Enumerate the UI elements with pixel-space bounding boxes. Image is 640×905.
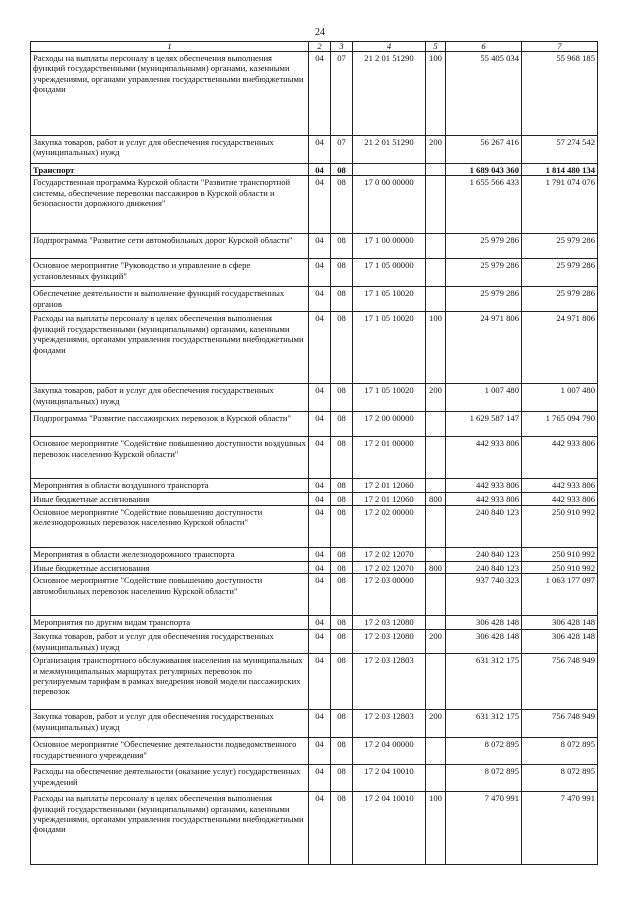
target-article-cell: 17 2 01 00000 (353, 437, 426, 479)
subsection-code-cell: 08 (331, 164, 353, 176)
row-name-cell: Закупка товаров, работ и услуг для обеспечения государственных (муниципальных) нужд (31, 710, 309, 738)
table-row (31, 710, 598, 738)
subsection-code-cell: 08 (331, 176, 353, 234)
subsection-code-cell: 08 (331, 765, 353, 792)
subsection-code-cell: 08 (331, 412, 353, 437)
expense-type-cell: 200 (426, 384, 446, 412)
section-code-cell: 04 (309, 479, 331, 493)
expense-type-cell: 200 (426, 710, 446, 738)
section-code-cell: 04 (309, 136, 331, 164)
target-article-cell: 17 2 03 12080 (353, 616, 426, 630)
amount-year2-cell: 24 971 806 (522, 312, 598, 384)
target-article-cell: 17 2 01 12060 (353, 479, 426, 493)
amount-year1-cell: 56 267 416 (446, 136, 522, 164)
amount-year2-cell: 1 007 480 (522, 384, 598, 412)
amount-year1-cell: 8 072 895 (446, 765, 522, 792)
amount-year1-cell: 306 428 148 (446, 630, 522, 654)
amount-year1-cell: 240 840 123 (446, 561, 522, 573)
row-name-cell: Расходы на обеспечение деятельности (оказание услуг) государственных учреждений (31, 765, 309, 792)
expense-type-cell (426, 616, 446, 630)
subsection-code-cell: 08 (331, 738, 353, 765)
amount-year1-cell: 442 933 806 (446, 493, 522, 505)
target-article-cell: 17 2 02 12070 (353, 547, 426, 561)
expense-type-cell (426, 479, 446, 493)
amount-year2-cell: 1 814 480 134 (522, 164, 598, 176)
amount-year2-cell: 1 765 094 790 (522, 412, 598, 437)
expense-type-cell (426, 505, 446, 547)
row-name-cell: Мероприятия в области воздушного транспорта (31, 479, 309, 493)
target-article-cell: 17 1 00 00000 (353, 234, 426, 259)
row-name-cell: Иные бюджетные ассигнования (31, 561, 309, 573)
expense-type-cell: 200 (426, 630, 446, 654)
subsection-code-cell: 08 (331, 312, 353, 384)
amount-year2-cell: 250 910 992 (522, 505, 598, 547)
row-name-cell: Расходы на выплаты персоналу в целях обеспечения выполнения функций государственными (муниципальными) органами, казенными учреждениями, органами управления государственными внебюджетными фондами (31, 312, 309, 384)
expense-type-cell (426, 574, 446, 616)
expense-type-cell (426, 547, 446, 561)
table-row (31, 312, 598, 384)
table-header-row (31, 42, 598, 52)
amount-year2-cell: 442 933 806 (522, 493, 598, 505)
expense-type-cell: 200 (426, 136, 446, 164)
amount-year1-cell: 306 428 148 (446, 616, 522, 630)
table-row (31, 164, 598, 176)
section-code-cell: 04 (309, 574, 331, 616)
target-article-cell: 21 2 01 51290 (353, 136, 426, 164)
section-code-cell: 04 (309, 234, 331, 259)
section-code-cell: 04 (309, 710, 331, 738)
row-name-cell: Основное мероприятие "Содействие повышению доступности воздушных перевозок населению Курской области" (31, 437, 309, 479)
row-name-cell: Расходы на выплаты персоналу в целях обеспечения выполнения функций государственными (муниципальными) органами, казенными учреждениями, органами управления государственными внебюджетными фондами (31, 792, 309, 865)
amount-year1-cell: 55 405 034 (446, 52, 522, 136)
target-article-cell: 17 0 00 00000 (353, 176, 426, 234)
subsection-code-cell: 08 (331, 792, 353, 865)
expense-type-cell (426, 738, 446, 765)
amount-year2-cell: 250 910 992 (522, 547, 598, 561)
column-header: 5 (426, 42, 446, 52)
amount-year2-cell: 1 063 177 097 (522, 574, 598, 616)
table-row (31, 479, 598, 493)
section-code-cell: 04 (309, 312, 331, 384)
amount-year2-cell: 250 910 992 (522, 561, 598, 573)
column-header: 7 (522, 42, 598, 52)
table-row (31, 654, 598, 710)
row-name-cell: Мероприятия по другим видам транспорта (31, 616, 309, 630)
expense-type-cell (426, 437, 446, 479)
table-row (31, 765, 598, 792)
table-row (31, 561, 598, 573)
table-row (31, 574, 598, 616)
column-header: 2 (309, 42, 331, 52)
amount-year1-cell: 240 840 123 (446, 505, 522, 547)
section-code-cell: 04 (309, 505, 331, 547)
amount-year2-cell: 1 791 074 076 (522, 176, 598, 234)
section-code-cell: 04 (309, 547, 331, 561)
subsection-code-cell: 08 (331, 616, 353, 630)
amount-year1-cell: 1 629 587 147 (446, 412, 522, 437)
amount-year1-cell: 25 979 286 (446, 287, 522, 312)
budget-table (30, 41, 598, 865)
amount-year1-cell: 25 979 286 (446, 259, 522, 287)
subsection-code-cell: 08 (331, 505, 353, 547)
amount-year1-cell: 1 655 566 433 (446, 176, 522, 234)
subsection-code-cell: 08 (331, 710, 353, 738)
section-code-cell: 04 (309, 561, 331, 573)
row-name-cell: Основное мероприятие "Содействие повышению доступности железнодорожных перевозок населению Курской области" (31, 505, 309, 547)
target-article-cell: 17 2 02 12070 (353, 561, 426, 573)
amount-year1-cell: 442 933 806 (446, 479, 522, 493)
amount-year1-cell: 1 007 480 (446, 384, 522, 412)
row-name-cell: Основное мероприятие "Обеспечение деятельности подведомственного государственного учреждения" (31, 738, 309, 765)
subsection-code-cell: 08 (331, 234, 353, 259)
subsection-code-cell: 07 (331, 52, 353, 136)
amount-year1-cell: 7 470 991 (446, 792, 522, 865)
table-row (31, 52, 598, 136)
table-row (31, 287, 598, 312)
amount-year2-cell: 7 470 991 (522, 792, 598, 865)
target-article-cell: 17 2 04 00000 (353, 738, 426, 765)
row-name-cell: Транспорт (31, 164, 309, 176)
row-name-cell: Закупка товаров, работ и услуг для обеспечения государственных (муниципальных) нужд (31, 630, 309, 654)
expense-type-cell (426, 259, 446, 287)
table-row (31, 493, 598, 505)
target-article-cell: 17 1 05 10020 (353, 384, 426, 412)
section-code-cell: 04 (309, 164, 331, 176)
subsection-code-cell: 08 (331, 561, 353, 573)
expense-type-cell: 800 (426, 561, 446, 573)
row-name-cell: Организация транспортного обслуживания населения на муниципальных и межмуниципальных маршрутах регулярных перевозок по регулируемым тарифам в рамках внедрения новой модели пассажирских перевозок (31, 654, 309, 710)
column-header: 1 (31, 42, 309, 52)
subsection-code-cell: 08 (331, 384, 353, 412)
target-article-cell: 17 1 05 10020 (353, 287, 426, 312)
table-row (31, 176, 598, 234)
section-code-cell: 04 (309, 654, 331, 710)
table-row (31, 437, 598, 479)
section-code-cell: 04 (309, 738, 331, 765)
section-code-cell: 04 (309, 384, 331, 412)
target-article-cell: 17 2 02 00000 (353, 505, 426, 547)
column-header: 4 (353, 42, 426, 52)
expense-type-cell (426, 765, 446, 792)
table-row (31, 259, 598, 287)
table-row (31, 412, 598, 437)
section-code-cell: 04 (309, 630, 331, 654)
row-name-cell: Подпрограмма "Развитие пассажирских перевозок в Курской области" (31, 412, 309, 437)
target-article-cell: 17 2 01 12060 (353, 493, 426, 505)
section-code-cell: 04 (309, 765, 331, 792)
amount-year1-cell: 240 840 123 (446, 547, 522, 561)
subsection-code-cell: 08 (331, 287, 353, 312)
amount-year1-cell: 631 312 175 (446, 654, 522, 710)
page-number: 24 (315, 27, 325, 38)
subsection-code-cell: 08 (331, 479, 353, 493)
target-article-cell: 17 2 00 00000 (353, 412, 426, 437)
table-row (31, 234, 598, 259)
target-article-cell: 17 2 03 00000 (353, 574, 426, 616)
amount-year1-cell: 631 312 175 (446, 710, 522, 738)
section-code-cell: 04 (309, 493, 331, 505)
row-name-cell: Мероприятия в области железнодорожного транспорта (31, 547, 309, 561)
section-code-cell: 04 (309, 616, 331, 630)
target-article-cell: 17 2 04 10010 (353, 792, 426, 865)
amount-year1-cell: 1 689 043 360 (446, 164, 522, 176)
target-article-cell: 17 1 05 00000 (353, 259, 426, 287)
section-code-cell: 04 (309, 437, 331, 479)
subsection-code-cell: 08 (331, 547, 353, 561)
section-code-cell: 04 (309, 287, 331, 312)
row-name-cell: Закупка товаров, работ и услуг для обеспечения государственных (муниципальных) нужд (31, 384, 309, 412)
row-name-cell: Государственная программа Курской области "Развитие транспортной системы, обеспечение перевозки пассажиров в Курской области и безопасности дорожного движения" (31, 176, 309, 234)
table-row (31, 505, 598, 547)
subsection-code-cell: 08 (331, 493, 353, 505)
section-code-cell: 04 (309, 259, 331, 287)
amount-year1-cell: 25 979 286 (446, 234, 522, 259)
row-name-cell: Основное мероприятие "Содействие повышению доступности автомобильных перевозок населению Курской области" (31, 574, 309, 616)
subsection-code-cell: 08 (331, 654, 353, 710)
table-row (31, 738, 598, 765)
expense-type-cell: 100 (426, 792, 446, 865)
expense-type-cell: 800 (426, 493, 446, 505)
amount-year2-cell: 25 979 286 (522, 259, 598, 287)
subsection-code-cell: 08 (331, 437, 353, 479)
table-row (31, 136, 598, 164)
subsection-code-cell: 08 (331, 574, 353, 616)
amount-year1-cell: 24 971 806 (446, 312, 522, 384)
subsection-code-cell: 08 (331, 259, 353, 287)
expense-type-cell: 100 (426, 312, 446, 384)
subsection-code-cell: 07 (331, 136, 353, 164)
column-header: 6 (446, 42, 522, 52)
row-name-cell: Закупка товаров, работ и услуг для обеспечения государственных (муниципальных) нужд (31, 136, 309, 164)
row-name-cell: Обеспечение деятельности и выполнение функций государственных органов (31, 287, 309, 312)
amount-year2-cell: 306 428 148 (522, 630, 598, 654)
table-row (31, 616, 598, 630)
subsection-code-cell: 08 (331, 630, 353, 654)
target-article-cell: 17 2 03 12080 (353, 630, 426, 654)
expense-type-cell (426, 164, 446, 176)
column-header: 3 (331, 42, 353, 52)
target-article-cell: 17 1 05 10020 (353, 312, 426, 384)
target-article-cell: 17 2 03 12803 (353, 710, 426, 738)
target-article-cell: 17 2 04 10010 (353, 765, 426, 792)
section-code-cell: 04 (309, 52, 331, 136)
expense-type-cell (426, 654, 446, 710)
target-article-cell (353, 164, 426, 176)
row-name-cell: Основное мероприятие "Руководство и управление в сфере установленных функций" (31, 259, 309, 287)
row-name-cell: Расходы на выплаты персоналу в целях обеспечения выполнения функций государственными (муниципальными) органами, казенными учреждениями, органами управления государственными внебюджетными фондами (31, 52, 309, 136)
amount-year2-cell: 25 979 286 (522, 287, 598, 312)
amount-year1-cell: 442 933 806 (446, 437, 522, 479)
target-article-cell: 21 2 01 51290 (353, 52, 426, 136)
target-article-cell: 17 2 03 12803 (353, 654, 426, 710)
amount-year2-cell: 57 274 542 (522, 136, 598, 164)
table-row (31, 384, 598, 412)
table-row (31, 630, 598, 654)
expense-type-cell (426, 412, 446, 437)
section-code-cell: 04 (309, 412, 331, 437)
amount-year2-cell: 756 748 949 (522, 710, 598, 738)
amount-year2-cell: 306 428 148 (522, 616, 598, 630)
section-code-cell: 04 (309, 176, 331, 234)
amount-year2-cell: 8 072 895 (522, 765, 598, 792)
table-row (31, 792, 598, 865)
amount-year2-cell: 442 933 806 (522, 479, 598, 493)
amount-year2-cell: 55 968 185 (522, 52, 598, 136)
amount-year2-cell: 756 748 949 (522, 654, 598, 710)
amount-year2-cell: 8 072 895 (522, 738, 598, 765)
expense-type-cell: 100 (426, 52, 446, 136)
row-name-cell: Подпрограмма "Развитие сети автомобильных дорог Курской области" (31, 234, 309, 259)
amount-year2-cell: 442 933 806 (522, 437, 598, 479)
section-code-cell: 04 (309, 792, 331, 865)
row-name-cell: Иные бюджетные ассигнования (31, 493, 309, 505)
table-row (31, 547, 598, 561)
expense-type-cell (426, 234, 446, 259)
expense-type-cell (426, 176, 446, 234)
amount-year1-cell: 937 740 323 (446, 574, 522, 616)
expense-type-cell (426, 287, 446, 312)
amount-year2-cell: 25 979 286 (522, 234, 598, 259)
amount-year1-cell: 8 072 895 (446, 738, 522, 765)
